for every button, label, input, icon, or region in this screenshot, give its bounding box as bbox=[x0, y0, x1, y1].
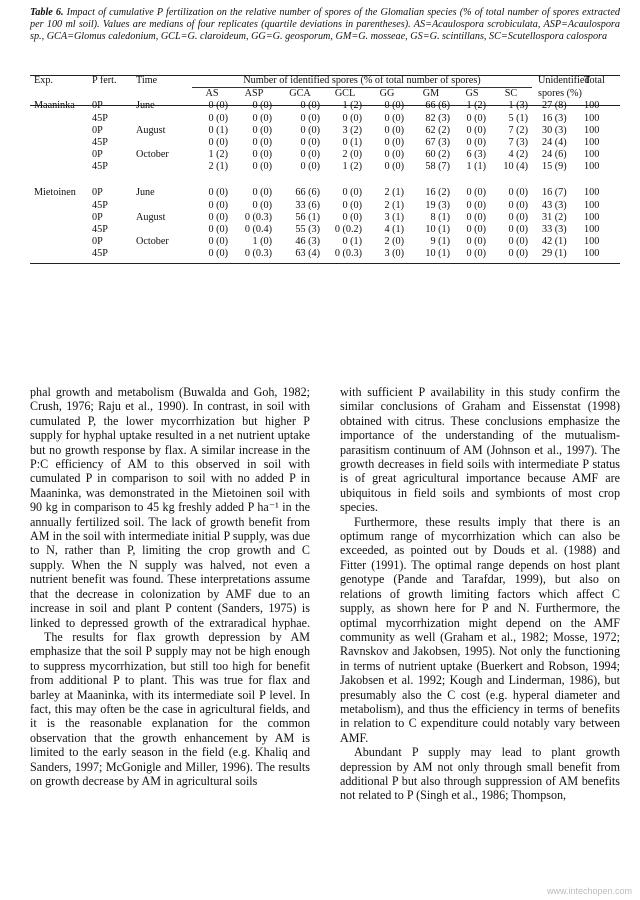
header-unidentified: Unidentified bbox=[538, 75, 590, 87]
header-unidentified-units: spores (%) bbox=[538, 87, 582, 99]
cell-total: 100 bbox=[584, 124, 600, 136]
cell-species-value: 3 (2) bbox=[342, 124, 362, 136]
header-time: Time bbox=[136, 75, 158, 87]
table-caption-text: Impact of cumulative P fertilization on the relative number of spores of the Glomalian species (% of total number of spores extracted per 100 ml soil). Values are medians of four replicates (quartile deviations in parentheses). AS=Acaulospora scrobiculata, ASP=Acaulospora sp., GCA=Glomus caledonium, GCL=G. claroideum, GG=G. geosporum, GM=G. mosseae, GS=G. scintillans, SC=Scutellospora calospora bbox=[30, 7, 620, 43]
cell-exp bbox=[30, 161, 92, 173]
cell-species-value: 0 (0) bbox=[342, 199, 362, 211]
subheader-species: GS bbox=[465, 88, 479, 100]
cell-pfert: 0P bbox=[92, 211, 103, 223]
paragraph: Furthermore, these results imply that there is an optimum range of mycorrhization which can also be exceeded, as pointed out by Douds et al. (1988) and Fitter (1991). The optimal range depends on host plant genotype (Pande and Tarafdar, 1999), but also on relations of growth limiting factors which affect C supply, as shown here for P and N. Furthermore, the optimal mycorrhization might depend on the AMF community as well (Graham et al., 1982; Mosse, 1972; Ravnskov and Jakobsen, 1995). Not only the functioning in terms of nutrient uptake (Buerkert and Robson, 1994; Jakobsen et al. 1992; Kough and Linderman, 1986), but presumably also the C cost (e.g. hyperal diameter and metabolism), and thus the efficiency in terms of benefits in relation to C expenditure could notably vary between AMF. bbox=[340, 514, 620, 745]
cell-pfert: 0P bbox=[92, 124, 103, 136]
cell-exp: Mietoinen bbox=[34, 187, 76, 199]
cell-species-value: 0 (0.3) bbox=[244, 248, 272, 260]
subheader-species: GG bbox=[379, 88, 395, 100]
cell-species-value: 67 (3) bbox=[425, 137, 450, 149]
paragraph: Abundant P supply may lead to plant growth depression by AM not only through small benefit from additional P but also through suppression of AM benefits not related to P (Singh et al., 1986; Thompson, bbox=[340, 745, 620, 803]
cell-exp: Maaninka bbox=[34, 100, 75, 112]
cell-species-value: 0 (1) bbox=[342, 236, 362, 248]
subheader-species: AS bbox=[205, 88, 219, 100]
cell-species-value: 2 (0) bbox=[384, 236, 404, 248]
cell-total: 100 bbox=[584, 211, 600, 223]
cell-species-value: 4 (1) bbox=[384, 224, 404, 236]
cell-species-value: 82 (3) bbox=[425, 112, 450, 124]
table-row bbox=[30, 149, 620, 161]
cell-pfert: 45P bbox=[92, 112, 108, 124]
table-row bbox=[30, 236, 620, 248]
cell-species-value: 0 (0) bbox=[466, 224, 486, 236]
subheader-empty bbox=[92, 88, 136, 101]
cell-species-value: 0 (0) bbox=[252, 100, 272, 112]
cell-species-value: 0 (1) bbox=[208, 124, 228, 136]
cell-species-value: 2 (1) bbox=[384, 199, 404, 211]
cell-total: 100 bbox=[584, 199, 600, 211]
cell-species-value: 0 (0) bbox=[508, 187, 528, 199]
cell-total: 100 bbox=[584, 236, 600, 248]
cell-species-value: 8 (1) bbox=[430, 211, 450, 223]
table-caption-label: Table 6. bbox=[30, 7, 64, 18]
table-row bbox=[30, 161, 620, 173]
cell-total: 100 bbox=[584, 248, 600, 260]
cell-species-value: 63 (4) bbox=[295, 248, 320, 260]
cell-species-value: 1 (2) bbox=[342, 100, 362, 112]
header-pfert: P fert. bbox=[92, 75, 117, 87]
cell-exp bbox=[30, 125, 92, 137]
cell-species-value: 0 (0) bbox=[208, 248, 228, 260]
cell-species-value: 1 (0) bbox=[252, 236, 272, 248]
cell-species-value: 0 (0) bbox=[208, 137, 228, 149]
cell-exp bbox=[30, 200, 92, 212]
cell-time bbox=[136, 224, 192, 236]
cell-species-value: 0 (0) bbox=[252, 137, 272, 149]
cell-species-value: 0 (0.3) bbox=[334, 248, 362, 260]
table-row bbox=[30, 212, 620, 224]
cell-species-value: 58 (7) bbox=[425, 161, 450, 173]
cell-unidentified: 27 (8) bbox=[542, 100, 567, 112]
header-group: Number of identified spores (% of total number of spores) bbox=[192, 75, 532, 88]
cell-unidentified: 24 (6) bbox=[542, 149, 567, 161]
cell-unidentified: 42 (1) bbox=[542, 236, 567, 248]
cell-total: 100 bbox=[584, 161, 600, 173]
cell-unidentified: 31 (2) bbox=[542, 211, 567, 223]
cell-species-value: 46 (3) bbox=[295, 236, 320, 248]
cell-species-value: 0 (0) bbox=[466, 187, 486, 199]
table-row bbox=[30, 113, 620, 125]
cell-exp bbox=[30, 149, 92, 161]
cell-species-value: 0 (0) bbox=[466, 112, 486, 124]
table-row bbox=[30, 137, 620, 149]
cell-time: June bbox=[136, 100, 155, 112]
cell-species-value: 0 (0) bbox=[466, 211, 486, 223]
table-caption bbox=[30, 7, 620, 44]
cell-species-value: 60 (2) bbox=[425, 149, 450, 161]
cell-species-value: 10 (4) bbox=[503, 161, 528, 173]
cell-species-value: 33 (6) bbox=[295, 199, 320, 211]
cell-time: August bbox=[136, 124, 166, 136]
cell-time bbox=[136, 113, 192, 125]
cell-total: 100 bbox=[584, 137, 600, 149]
cell-species-value: 0 (0) bbox=[208, 211, 228, 223]
cell-exp bbox=[30, 212, 92, 224]
cell-species-value: 2 (1) bbox=[384, 187, 404, 199]
cell-exp bbox=[30, 224, 92, 236]
cell-pfert: 45P bbox=[92, 161, 108, 173]
cell-species-value: 0 (0) bbox=[342, 187, 362, 199]
cell-species-value: 0 (1) bbox=[342, 137, 362, 149]
subheader-empty bbox=[30, 88, 92, 101]
cell-species-value: 0 (0) bbox=[252, 161, 272, 173]
cell-unidentified: 29 (1) bbox=[542, 248, 567, 260]
cell-species-value: 0 (0) bbox=[466, 236, 486, 248]
cell-species-value: 0 (0.2) bbox=[334, 224, 362, 236]
cell-exp bbox=[30, 137, 92, 149]
table-row bbox=[30, 224, 620, 236]
cell-species-value: 2 (0) bbox=[342, 149, 362, 161]
paragraph: The results for flax growth depression by AM emphasize that the soil P supply may not be high enough to suppress mycorrhization, but still too high for benefit from additional P to plant. This was true for flax and barley at Maaninka, with its intermediate soil P level. In fact, this may often be the case in agricultural fields, and it is the reasonable explanation for the common observation that the growth enhancement by AM is limited to the early season in the field (e.g. Khaliq and Sanders, 1997; McGonigle and Miller, 1996). The results on growth decrease by AM in agricultural soils bbox=[30, 629, 310, 788]
cell-species-value: 1 (2) bbox=[208, 149, 228, 161]
cell-species-value: 7 (2) bbox=[508, 124, 528, 136]
cell-species-value: 0 (0) bbox=[252, 187, 272, 199]
subheader-empty bbox=[584, 88, 620, 101]
table-header-row bbox=[30, 75, 620, 88]
table-body bbox=[30, 100, 620, 260]
cell-exp bbox=[30, 236, 92, 248]
cell-time: October bbox=[136, 149, 169, 161]
cell-species-value: 62 (2) bbox=[425, 124, 450, 136]
cell-species-value: 0 (0) bbox=[384, 124, 404, 136]
cell-total: 100 bbox=[584, 187, 600, 199]
cell-species-value: 1 (2) bbox=[466, 100, 486, 112]
cell-time bbox=[136, 161, 192, 173]
table-row bbox=[30, 100, 620, 112]
paragraph: phal growth and metabolism (Buwalda and Goh, 1982; Crush, 1976; Raju et al., 1990). In contrast, in soil with cumulated P, the lower mycorrhization but higher P supply for hyphal uptake resulted in a net nutrient uptake but no growth response by flax. A similar increase in the P:C efficiency of AM to this observed in soil with cumulated P in comparison to soil with no added P in Maaninka, was demonstrated in the Mietoinen soil with 90 kg in comparison to 45 kg freshly added P ha⁻¹ in the annually fertilized soil. The lack of growth benefit from AM in the soil with intermediate initial P supply, was due to N, rather than P, limiting the crop growth and C supply. When the N supply was halved, not even a nutrient benefit was found. These interpretations assume that the decrease in colonization by AMF due to an increase in soil and plant P content (Sanders, 1975) is linked to depressed growth of the extraradical hyphae. bbox=[30, 385, 310, 630]
cell-exp bbox=[30, 248, 92, 260]
cell-pfert: 45P bbox=[92, 199, 108, 211]
cell-time: October bbox=[136, 236, 169, 248]
cell-species-value: 0 (0) bbox=[508, 211, 528, 223]
cell-species-value: 0 (0) bbox=[384, 149, 404, 161]
cell-species-value: 0 (0) bbox=[342, 112, 362, 124]
cell-species-value: 0 (0) bbox=[208, 112, 228, 124]
cell-species-value: 0 (0) bbox=[208, 100, 228, 112]
cell-time: August bbox=[136, 211, 166, 223]
cell-time bbox=[136, 248, 192, 260]
cell-species-value: 3 (1) bbox=[384, 211, 404, 223]
cell-species-value: 1 (3) bbox=[508, 100, 528, 112]
table-row bbox=[30, 248, 620, 260]
right-column bbox=[340, 385, 620, 803]
spores-table bbox=[30, 75, 620, 261]
cell-species-value: 0 (0) bbox=[300, 112, 320, 124]
cell-species-value: 0 (0) bbox=[300, 100, 320, 112]
cell-species-value: 0 (0) bbox=[384, 161, 404, 173]
cell-species-value: 0 (0) bbox=[300, 161, 320, 173]
cell-species-value: 0 (0) bbox=[384, 100, 404, 112]
cell-species-value: 0 (0) bbox=[508, 199, 528, 211]
cell-species-value: 0 (0) bbox=[384, 112, 404, 124]
table-subheader-row bbox=[30, 88, 620, 101]
cell-species-value: 0 (0) bbox=[252, 199, 272, 211]
subheader-species: GCA bbox=[289, 88, 311, 100]
cell-pfert: 0P bbox=[92, 236, 103, 248]
cell-species-value: 0 (0) bbox=[300, 124, 320, 136]
cell-species-value: 16 (2) bbox=[425, 187, 450, 199]
cell-species-value: 0 (0) bbox=[466, 248, 486, 260]
subheader-empty bbox=[136, 88, 192, 101]
cell-pfert: 45P bbox=[92, 224, 108, 236]
cell-species-value: 0 (0) bbox=[384, 137, 404, 149]
cell-species-value: 0 (0) bbox=[208, 224, 228, 236]
subheader-species: ASP bbox=[244, 88, 264, 100]
cell-species-value: 0 (0.4) bbox=[244, 224, 272, 236]
cell-species-value: 66 (6) bbox=[295, 187, 320, 199]
cell-species-value: 0 (0) bbox=[300, 149, 320, 161]
table-header bbox=[30, 75, 620, 100]
cell-unidentified: 43 (3) bbox=[542, 199, 567, 211]
cell-species-value: 0 (0) bbox=[208, 187, 228, 199]
cell-species-value: 4 (2) bbox=[508, 149, 528, 161]
cell-species-value: 1 (1) bbox=[466, 161, 486, 173]
table-bottom-rule bbox=[30, 263, 620, 264]
header-exp: Exp. bbox=[34, 75, 53, 87]
cell-species-value: 2 (1) bbox=[208, 161, 228, 173]
cell-unidentified: 16 (3) bbox=[542, 112, 567, 124]
cell-species-value: 0 (0) bbox=[466, 199, 486, 211]
left-column bbox=[30, 385, 310, 788]
cell-species-value: 19 (3) bbox=[425, 199, 450, 211]
cell-species-value: 0 (0) bbox=[466, 124, 486, 136]
cell-unidentified: 33 (3) bbox=[542, 224, 567, 236]
cell-species-value: 0 (0) bbox=[252, 124, 272, 136]
cell-species-value: 0 (0) bbox=[466, 137, 486, 149]
cell-species-value: 0 (0) bbox=[252, 112, 272, 124]
cell-species-value: 0 (0) bbox=[208, 199, 228, 211]
cell-species-value: 1 (2) bbox=[342, 161, 362, 173]
cell-total: 100 bbox=[584, 100, 600, 112]
subheader-species: SC bbox=[504, 88, 518, 100]
table-row bbox=[30, 200, 620, 212]
cell-unidentified: 15 (9) bbox=[542, 161, 567, 173]
cell-time: June bbox=[136, 187, 155, 199]
cell-pfert: 0P bbox=[92, 149, 103, 161]
cell-species-value: 55 (3) bbox=[295, 224, 320, 236]
cell-species-value: 0 (0.3) bbox=[244, 211, 272, 223]
header-total: Total bbox=[584, 75, 605, 87]
cell-species-value: 10 (1) bbox=[425, 224, 450, 236]
cell-time bbox=[136, 200, 192, 212]
cell-species-value: 0 (0) bbox=[252, 149, 272, 161]
cell-pfert: 0P bbox=[92, 187, 103, 199]
table-row bbox=[30, 174, 620, 200]
paragraph: with sufficient P availability in this study confirm the similar conclusions of Graham and Eissenstat (1998) obtained with citrus. These conclusions emphasize the importance of the understanding of the mutualism-parasitism continuum of AM (Johnson et al., 1997). The growth decreases in field soils with intermediate P status is of great agricultural importance because AMF are ubiquitous in field soils and symbionts of most crop species. bbox=[340, 385, 620, 515]
subheader-species: GM bbox=[422, 88, 440, 100]
watermark-text: www.intechopen.com bbox=[546, 886, 632, 896]
cell-pfert: 45P bbox=[92, 137, 108, 149]
cell-species-value: 0 (0) bbox=[508, 224, 528, 236]
cell-species-value: 6 (3) bbox=[466, 149, 486, 161]
cell-species-value: 0 (0) bbox=[300, 137, 320, 149]
cell-species-value: 0 (0) bbox=[208, 236, 228, 248]
cell-unidentified: 30 (3) bbox=[542, 124, 567, 136]
cell-unidentified: 16 (7) bbox=[542, 187, 567, 199]
cell-species-value: 56 (1) bbox=[295, 211, 320, 223]
cell-total: 100 bbox=[584, 149, 600, 161]
table-row bbox=[30, 125, 620, 137]
cell-species-value: 5 (1) bbox=[508, 112, 528, 124]
cell-time bbox=[136, 137, 192, 149]
cell-species-value: 66 (6) bbox=[425, 100, 450, 112]
cell-total: 100 bbox=[584, 112, 600, 124]
cell-species-value: 0 (0) bbox=[508, 248, 528, 260]
cell-species-value: 0 (0) bbox=[342, 211, 362, 223]
cell-species-value: 9 (1) bbox=[430, 236, 450, 248]
cell-pfert: 45P bbox=[92, 248, 108, 260]
cell-species-value: 10 (1) bbox=[425, 248, 450, 260]
cell-pfert: 0P bbox=[92, 100, 103, 112]
cell-exp bbox=[30, 113, 92, 125]
cell-species-value: 0 (0) bbox=[508, 236, 528, 248]
cell-total: 100 bbox=[584, 224, 600, 236]
subheader-species: GCL bbox=[334, 88, 356, 100]
cell-species-value: 7 (3) bbox=[508, 137, 528, 149]
cell-unidentified: 24 (4) bbox=[542, 137, 567, 149]
cell-species-value: 3 (0) bbox=[384, 248, 404, 260]
